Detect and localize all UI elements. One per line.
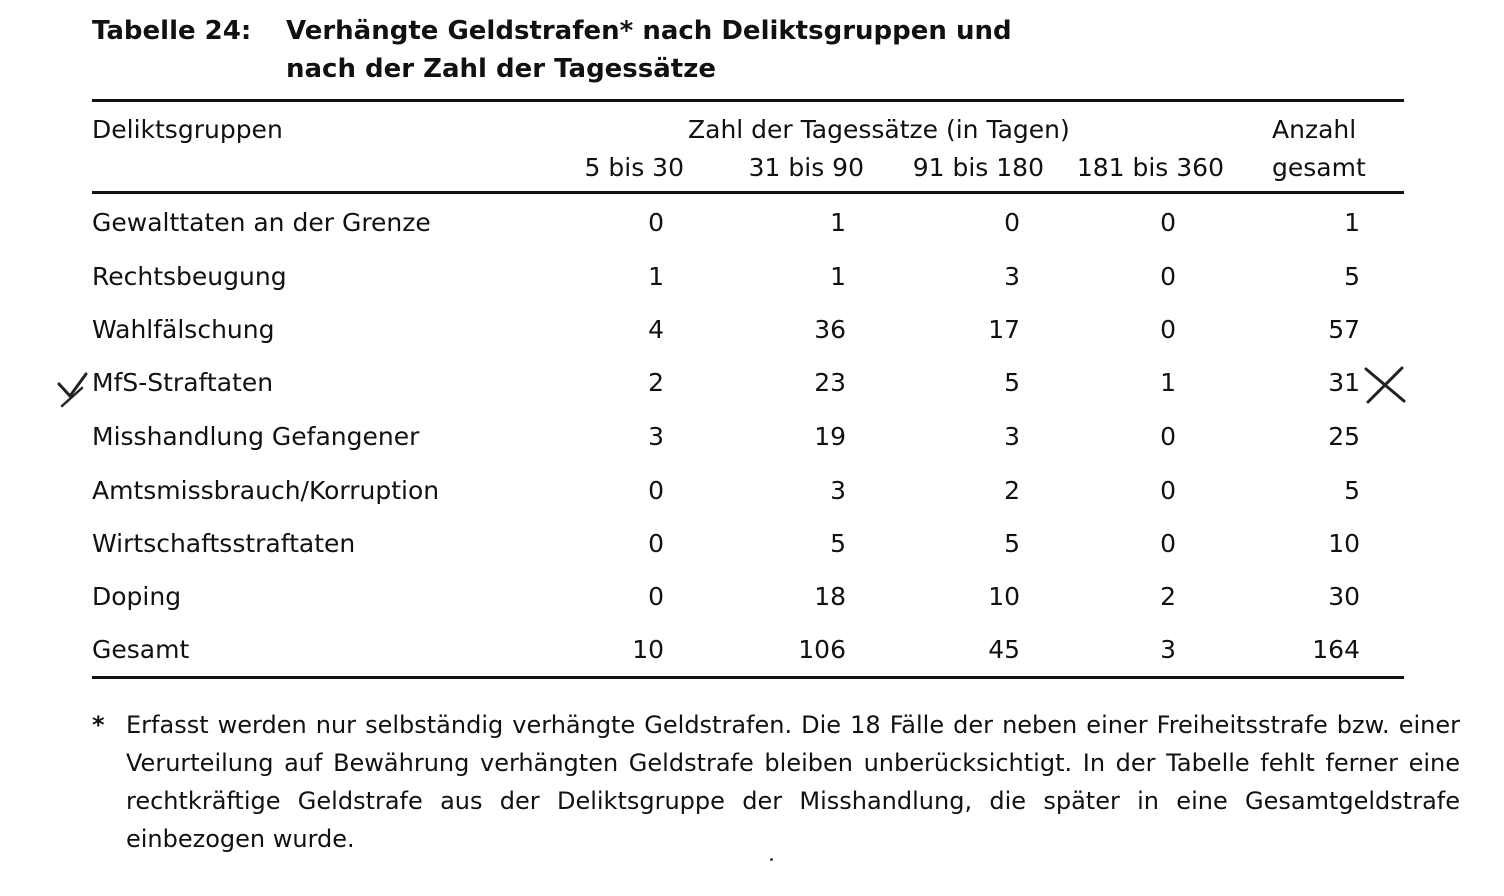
table-cell: 2 <box>1004 476 1020 505</box>
table-row <box>0 422 1504 476</box>
table-cell: 0 <box>1160 476 1176 505</box>
table-row-total <box>0 635 1504 689</box>
table-cell: 0 <box>1160 315 1176 344</box>
table-row <box>0 208 1504 262</box>
header-5-bis-30: 5 bis 30 <box>584 153 684 182</box>
table-cell: 0 <box>648 476 664 505</box>
header-deliktsgruppen: Deliktsgruppen <box>92 115 283 144</box>
table-row <box>0 262 1504 316</box>
table-cell: 23 <box>814 368 846 397</box>
row-label: Wirtschaftsstraftaten <box>92 529 356 558</box>
row-label: MfS-Straftaten <box>92 368 274 397</box>
row-label: Amtsmissbrauch/Korruption <box>92 476 440 505</box>
table-cell: 1 <box>1160 368 1176 397</box>
table-cell: 0 <box>1160 422 1176 451</box>
table-cell: 2 <box>1160 582 1176 611</box>
table-cell: 36 <box>814 315 846 344</box>
table-row <box>0 315 1504 369</box>
table-cell: 5 <box>830 529 846 558</box>
header-91-bis-180: 91 bis 180 <box>912 153 1044 182</box>
caption-title-line1: Verhängte Geldstrafen* nach Deliktsgruppen und <box>286 16 1012 46</box>
table-cell: 0 <box>648 529 664 558</box>
table-top-rule <box>92 99 1404 102</box>
caption-title-line2: nach der Zahl der Tagessätze <box>286 54 717 84</box>
table-row <box>0 529 1504 583</box>
header-31-bis-90: 31 bis 90 <box>748 153 864 182</box>
table-cell: 0 <box>1004 208 1020 237</box>
row-label: Gesamt <box>92 635 190 664</box>
table-row <box>0 582 1504 636</box>
table-cell: 3 <box>1160 635 1176 664</box>
table-header-rule <box>92 191 1404 194</box>
table-cell: 0 <box>648 582 664 611</box>
footnote-text: Erfasst werden nur selbständig verhängte Geldstrafen. Die 18 Fälle der neben einer Freiheitsstrafe bzw. einer Verurteilung auf Bewährung verhängten Geldstrafe bleiben unberücksichtigt. In der Tabelle fehlt ferner eine rechtkräftige Geldstrafe aus der Deliktsgruppe der Misshandlung, die später in eine Gesamtgeldstrafe einbezogen wurde. <box>126 711 1460 853</box>
table-row <box>0 368 1504 422</box>
table-cell: 0 <box>1160 208 1176 237</box>
table-cell: 5 <box>1004 368 1020 397</box>
table-cell: 1 <box>648 262 664 291</box>
table-cell: 57 <box>1328 315 1360 344</box>
table-cell: 1 <box>830 262 846 291</box>
table-cell: 5 <box>1004 529 1020 558</box>
table-cell: 3 <box>830 476 846 505</box>
header-gesamt: gesamt <box>1272 153 1366 182</box>
table-cell: 0 <box>648 208 664 237</box>
row-label: Gewalttaten an der Grenze <box>92 208 431 237</box>
table-cell: 31 <box>1328 368 1360 397</box>
table-cell: 10 <box>1328 529 1360 558</box>
table-cell: 4 <box>648 315 664 344</box>
table-cell: 3 <box>648 422 664 451</box>
table-cell: 19 <box>814 422 846 451</box>
row-label: Doping <box>92 582 182 611</box>
table-cell: 0 <box>1160 529 1176 558</box>
handwritten-cross-icon <box>1362 365 1408 405</box>
row-label: Wahlfälschung <box>92 315 275 344</box>
header-anzahl: Anzahl <box>1272 115 1357 144</box>
table-row <box>0 476 1504 530</box>
table-cell: 1 <box>830 208 846 237</box>
table-cell: 3 <box>1004 422 1020 451</box>
table-cell: 17 <box>988 315 1020 344</box>
table-cell: 18 <box>814 582 846 611</box>
table-cell: 5 <box>1344 262 1360 291</box>
table-cell: 2 <box>648 368 664 397</box>
row-label: Misshandlung Gefangener <box>92 422 420 451</box>
table-cell: 164 <box>1312 635 1360 664</box>
table-cell: 106 <box>798 635 846 664</box>
row-label: Rechtsbeugung <box>92 262 287 291</box>
table-cell: 30 <box>1328 582 1360 611</box>
table-cell: 0 <box>1160 262 1176 291</box>
table-bottom-rule <box>92 676 1404 679</box>
header-181-bis-360: 181 bis 360 <box>1076 153 1224 182</box>
table-cell: 1 <box>1344 208 1360 237</box>
table-cell: 25 <box>1328 422 1360 451</box>
handwritten-tick-icon <box>56 370 90 410</box>
table-cell: 3 <box>1004 262 1020 291</box>
table-cell: 10 <box>988 582 1020 611</box>
scan-speck <box>770 858 773 861</box>
table-cell: 10 <box>632 635 664 664</box>
table-cell: 45 <box>988 635 1020 664</box>
caption-number: Tabelle 24: <box>92 16 252 46</box>
footnote-marker: * <box>92 711 105 739</box>
table-cell: 5 <box>1344 476 1360 505</box>
header-tagessaetze: Zahl der Tagessätze (in Tagen) <box>688 115 1070 144</box>
